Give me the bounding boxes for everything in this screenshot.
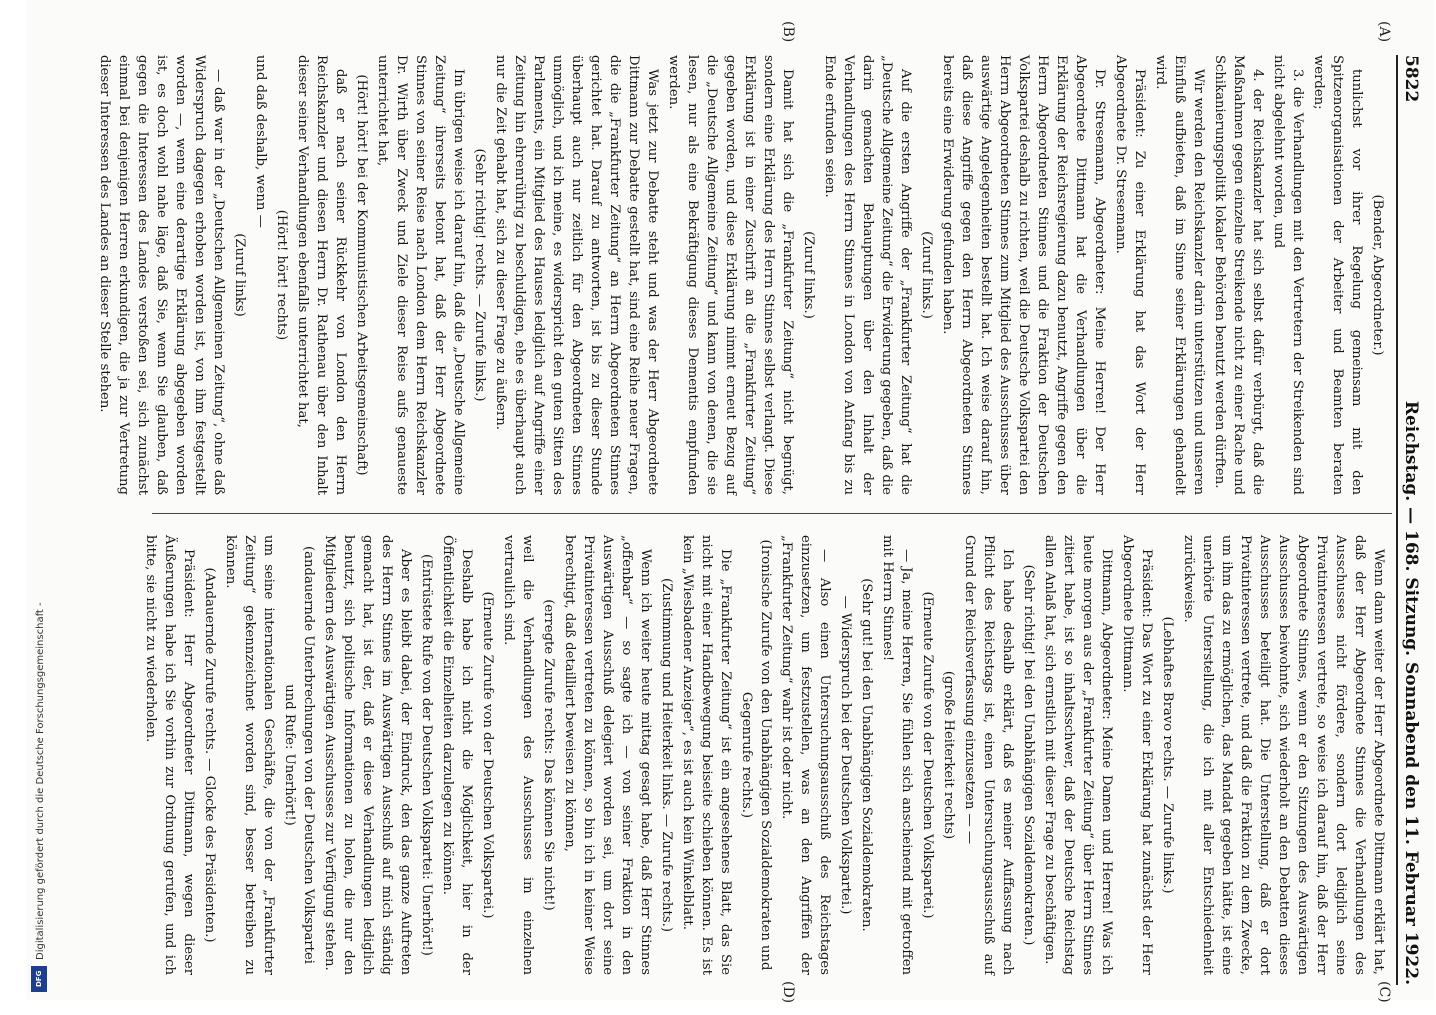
dfg-logo: DFG (31, 966, 47, 992)
paragraph: tunlichst vor ihrer Regelung gemeinsam mit den Spitzenorganisationen der Arbeiter und Beamten beraten werden; (1311, 55, 1364, 495)
interjection: (Sehr richtig! rechts. — Zurufe links.) (472, 148, 487, 402)
interjection: (andauernde Unterbrechungen von der Deutschen Volkspartei und Rufe: Unerhört!) (282, 546, 316, 964)
left-column (97, 55, 1388, 495)
margin-mark-b: (B) (780, 21, 796, 43)
paragraph: Im übrigen weise ich darauf hin, daß die „Deutsche Allgemeine Zeitung“ ihrerseits betont hat, daß der Herr Abgeordnete Stinnes von seiner Reise nach London dem Herrn Reichskanzler Dr. Wirth über Zweck und Ziele dieser Reise aufs genaueste unterrichtet hat, (375, 55, 466, 495)
paragraph: Dr. Stresemann, Abgeordneter: Meine Herren! Der Herr Abgeordnete Dittmann hat die Verhandlungen über die Erklärung der Reichsregierung dazu benutzt, Angriffe gegen den Herrn Abgeordneten Stinnes und die Fraktion der Deutschen Volkspartei deshalb zu richten, weil die Deutsche Volkspartei den Herrn Abgeordneten Stinnes zum Mitglied des Ausschusses über auswärtige Angelegenheiten bestellt hat. Ich weise darauf hin, daß diese Angriffe gegen den Herrn Abgeordneten Stinnes bereits eine Erwiderung gefunden haben. (940, 55, 1107, 495)
paragraph: Wir werden den Reichskanzler darin unterstützen und unseren Einfluß aufbieten, daß im Sinne seiner Erklärungen gehandelt wird. (1153, 55, 1206, 495)
paragraph: daß er nach seiner Rückkehr von London den Herrn Reichskanzler und diesen Herrn Dr. Rathenau über den Inhalt dieser seiner Verhandlungen ebenfalls unterrichtet hat, (295, 55, 348, 495)
interjection: (Sehr gut! bei den Unabhängigen Sozialdemokraten. (859, 578, 874, 932)
margin-mark-d: (D) (780, 981, 796, 1004)
paragraph: Was jetzt zur Debatte steht und was der Herr Abgeordnete Dittmann zur Debatte gestellt hat, sind eine Reihe neuer Fragen, die die „Frankfurter Zeitung“ an Herrn Abgeordneten Stinnes gerichtet hat. Darauf zu antworten, ist bis zu dieser Stunde überhaupt auch nur zeitlich für den Abgeordneten Stinnes unmöglich, und ich meine, es widerspricht den guten Sitten des Parlaments, ein Mitglied des Hauses lediglich auf Angriffe einer Zeitung hin ehrenrührig zu beschuldigen, ehe es überhaupt auch nur die Zeit gehabt hat, sich zu dieser Frage zu äußern. (493, 55, 660, 495)
interjection: (Andauernde Zurufe rechts. — Glocke des Präsidenten.) (202, 567, 217, 943)
interjection: (Sehr richtig! bei den Unabhängigen Sozialdemokraten.) (1021, 564, 1036, 946)
interjection: (Lebhaftes Bravo rechts. — Zurufe links.) (1160, 616, 1175, 894)
page-header (1396, 55, 1424, 985)
paragraph: Deshalb habe ich nicht die Möglichkeit, hier in der Öffentlichkeit die Einzelheiten darzulegen zu können. (440, 535, 474, 975)
paragraph: Aber es bleibt dabei, der Eindruck, den das ganze Auftreten des Herrn Stinnes im Auswärtigen Ausschuß auf mich ständig gemacht hat, ist der, daß er diese Verhandlungen lediglich benutzt, sich politische Informationen zu holen, die nur den Mitgliedern des Auswärtigen Ausschusses zur Verfügung stehen. (322, 535, 413, 975)
paragraph: Ich habe deshalb erklärt, daß es meiner Auffassung nach Pflicht des Reichstags ist, einen Untersuchungsausschuß auf Grund der Reichsverfassung einzusetzen — — (962, 535, 1015, 975)
paragraph: Damit hat sich die „Frankfurter Zeitung“ nicht begnügt, sondern eine Erklärung des Herrn Stinnes selbst verlangt. Diese Erklärung ist in einer Zuschrift an die „Frankfurter Zeitung“ gegeben worden, und diese Erklärung nimmt erneut Bezug auf die „Deutsche Allgemeine Zeitung“ und kann von denen, die sie lesen, nur als eine Bekräftigung dieses Dementis empfunden werden. (666, 55, 795, 495)
paragraph: Die „Frankfurter Zeitung“ ist ein angesehenes Blatt, das Sie nicht mit einer Handbewegung beiseite schieben können. Es ist kein „Wiesbadener Anzeiger“, es ist auch kein Winkelblatt. (680, 535, 733, 975)
paragraph: Präsident: Herr Abgeordneter Dittmann, wegen dieser Äußerungen habe ich Sie vorhin zur Ordnung gerufen, und ich bitte, sie nicht zu wiederholen. (143, 535, 196, 975)
interjection: (große Heiterkeit rechts) (941, 670, 956, 840)
paragraph: — daß war in der „Deutschen Allgemeinen Zeitung“, ohne daß Widerspruch dagegen erhoben worden ist, von ihm festgestellt worden —, wenn eine derartige Erklärung abgegeben worden ist, es doch wohl nahe läge, daß Sie, wenn Sie glauben, daß gegen die Interessen des Landes verstoßen sei, sich zunächst einmal bei denjenigen Herren erkundigen, die ja zur Vertretung dieser Interessen des Landes an dieser Stelle stehen. (97, 55, 226, 495)
paragraph: — Also einen Untersuchungsausschuß des Reichstages einzusetzen, um festzustellen, was an den Angriffen der „Frankfurter Zeitung“ wahr ist oder nicht. (779, 535, 832, 975)
paragraph: und daß deshalb, wenn — (253, 55, 268, 228)
interjection: (Bender, Abgeordneter.) (1370, 194, 1385, 356)
funding-credit: Digitalisierung gefördert durch die Deutsche Forschungsgemeinschaft - (35, 602, 46, 960)
paragraph: — Ja, meine Herren, Sie fühlen sich anscheinend mit getroffen mit Herrn Stinnes! (880, 535, 914, 975)
interjection: (Zuruf links.) (919, 231, 934, 319)
interjection: (erregte Zurufe rechts: Das können Sie nicht!) (541, 599, 556, 911)
interjection: (Zustimmung und Heiterkeit links. — Zurufe rechts.) (659, 578, 674, 932)
paragraph: 3. die Verhandlungen mit den Vertretern der Streikenden sind nicht abgelehnt worden, und (1271, 55, 1305, 495)
scanned-page (26, 0, 1434, 1004)
paragraph: Präsident: Zu einer Erklärung hat das Wort der Herr Abgeordnete Dr. Stresemann. (1113, 55, 1147, 495)
footer (28, 0, 50, 1000)
interjection: (Ironische Zurufe von den Unabhängigen Sozialdemokraten und Gegenrufe rechts.) (739, 539, 773, 971)
page-title: Reichstag. — 168. Sitzung. Sonnabend den 11. Februar 1922. (1401, 400, 1421, 985)
right-column (143, 535, 1388, 975)
interjection: (Hört! hört! bei der Kommunistischen Arbeitsgemeinschaft) (354, 74, 369, 476)
paragraph: 4. der Reichskanzler hat sich selbst dafür verbürgt, daß die Maßnahmen gegen einzelne Streikende nicht zu einer Rache und Schikanierungspolitik lokaler Behörden benutzt werden dürften. (1212, 55, 1265, 495)
paragraph: weil die Verhandlungen des Ausschusses im einzelnen vertraulich sind. (501, 535, 535, 975)
interjection: (Zuruf links) (232, 233, 247, 317)
interjection: (Hört! hört! rechts) (274, 209, 289, 341)
interjection: — Widerspruch bei der Deutschen Volkspartei.) (838, 595, 853, 915)
paragraph: Dittmann, Abgeordneter: Meine Damen und Herren! Was ich heute morgen aus der „Frankfurter Zeitung“ über Herrn Stinnes zitiert habe, ist so inhaltsschwer, daß der Deutsche Reichstag allen Anlaß hat, sich ernstlich mit dieser Frage zu beschäftigen. (1042, 535, 1114, 975)
paragraph: um seine internationalen Geschäfte, die von der „Frankfurter Zeitung“ gekennzeichnet worden sind, besser betreiben zu können. (223, 535, 276, 975)
margin-mark-a: (A) (1376, 21, 1392, 43)
page-number: 5822 (1401, 55, 1421, 103)
rotated-page (66, 15, 1436, 1015)
paragraph: Präsident: Das Wort zu einer Erklärung hat zunächst der Herr Abgeordnete Dittmann. (1120, 535, 1154, 975)
margin-mark-c: (C) (1376, 981, 1392, 1003)
paragraph: Wenn ich weiter heute mittag gesagt habe, daß Herr Stinnes „offenbar“ — so sagte ich — von seiner Fraktion in den Auswärtigen Ausschuß delegiert worden sei, um dort seine Privatinteressen vertreten zu können, so bin ich in keiner Weise berechtigt, daß detailliert beweisen zu können, (562, 535, 653, 975)
column-divider (152, 513, 1392, 514)
paragraph: Auf die ersten Angriffe der „Frankfurter Zeitung“ hat die „Deutsche Allgemeine Zeitung“ die Erwiderung gegeben, daß die darin gemachten Behauptungen über den Inhalt der Verhandlungen des Herrn Stinnes in London von Anfang bis zu Ende erfunden seien. (822, 55, 913, 495)
interjection: (Zuruf links.) (801, 231, 816, 319)
paragraph: Wenn dann weiter der Herr Abgeordnete Dittmann erklärt hat, daß der Herr Abgeordnete Stinnes die Verhandlungen des Ausschusses nicht fördere, sondern dort lediglich seine Privatinteressen vertrete, so weise ich darauf hin, daß der Herr Abgeordnete Stinnes, wenn er den Sitzungen des Auswärtigen Ausschusses beiwohnte, sich wiederholt an den Debatten dieses Ausschusses beteiligt hat. Die Unterstellung, daß er dort Privatinteressen vertrete, und daß die Fraktion zu dem Zwecke, um ihm das zu ermöglichen, das Mandat gegeben hätte, ist eine unerhörte Unterstellung, die ich mit aller Entschiedenheit zurückweise. (1181, 535, 1386, 975)
page-body (66, 15, 1436, 1015)
interjection: (Entrüstete Rufe von der Deutschen Volkspartei: Unerhört!) (419, 554, 434, 956)
interjection: (Erneute Zurufe von der Deutschen Volkspartei.) (920, 591, 935, 919)
interjection: (Erneute Zurufe von der Deutschen Volkspartei.) (480, 591, 495, 919)
